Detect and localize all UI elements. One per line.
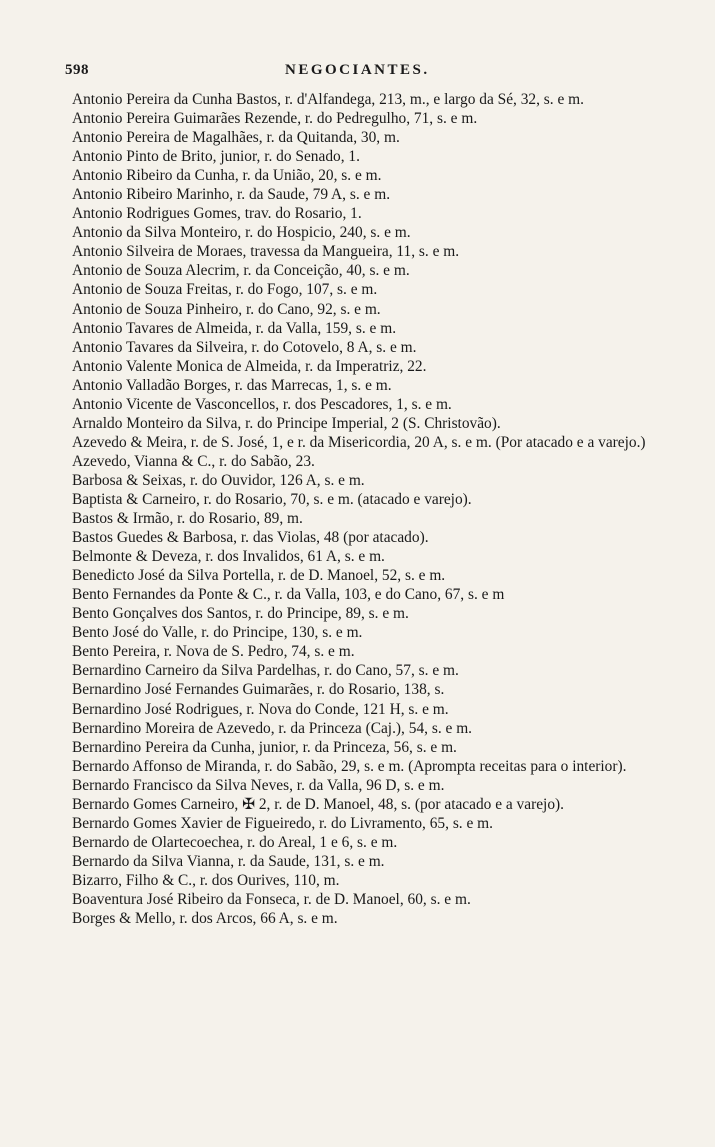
list-item: Antonio Tavares da Silveira, r. do Cotovelo, 8 A, s. e m.	[72, 338, 417, 356]
list-item: Bernardo Francisco da Silva Neves, r. da Valla, 96 D, s. e m.	[72, 776, 445, 794]
list-item: Boaventura José Ribeiro da Fonseca, r. de D. Manoel, 60, s. e m.	[72, 890, 471, 908]
list-item: Antonio de Souza Pinheiro, r. do Cano, 92, s. e m.	[72, 300, 381, 318]
list-item: Bernardino Pereira da Cunha, junior, r. da Princeza, 56, s. e m.	[72, 738, 457, 756]
list-item: Barbosa & Seixas, r. do Ouvidor, 126 A, s. e m.	[72, 471, 365, 489]
list-item: Arnaldo Monteiro da Silva, r. do Principe Imperial, 2 (S. Christovão).	[72, 414, 501, 432]
list-item: Azevedo & Meira, r. de S. José, 1, e r. da Misericordia, 20 A, s. e m. (Por atacado e a varejo.)	[72, 433, 646, 451]
list-item: Antonio Ribeiro da Cunha, r. da União, 20, s. e m.	[72, 167, 382, 185]
list-item: Bernardo de Olartecoechea, r. do Areal, 1 e 6, s. e m.	[72, 833, 398, 851]
list-item: Antonio Tavares de Almeida, r. da Valla, 159, s. e m.	[72, 319, 397, 337]
list-item: Antonio da Silva Monteiro, r. do Hospicio, 240, s. e m.	[72, 224, 411, 242]
list-item: Antonio de Souza Freitas, r. do Fogo, 107, s. e m.	[72, 281, 378, 299]
list-item: Azevedo, Vianna & C., r. do Sabão, 23.	[72, 452, 315, 470]
list-item: Antonio Pereira Guimarães Rezende, r. do Pedregulho, 71, s. e m.	[72, 110, 478, 128]
list-item: Bernardo Gomes Carneiro, ✠ 2, r. de D. Manoel, 48, s. (por atacado e a varejo).	[72, 795, 564, 813]
list-item: Antonio Pereira de Magalhães, r. da Quitanda, 30, m.	[72, 129, 400, 147]
list-item: Antonio Pinto de Brito, junior, r. do Senado, 1.	[72, 148, 360, 166]
list-item: Antonio Vicente de Vasconcellos, r. dos Pescadores, 1, s. e m.	[72, 395, 452, 413]
list-item: Benedicto José da Silva Portella, r. de D. Manoel, 52, s. e m.	[72, 567, 446, 585]
list-item: Antonio Ribeiro Marinho, r. da Saude, 79 A, s. e m.	[72, 186, 391, 204]
list-item: Antonio Valente Monica de Almeida, r. da Imperatriz, 22.	[72, 357, 427, 375]
list-item: Bernardino José Rodrigues, r. Nova do Conde, 121 H, s. e m.	[72, 700, 449, 718]
list-item: Baptista & Carneiro, r. do Rosario, 70, s. e m. (atacado e varejo).	[72, 490, 472, 508]
list-item: Bento José do Valle, r. do Principe, 130, s. e m.	[72, 624, 363, 642]
list-item: Belmonte & Deveza, r. dos Invalidos, 61 A, s. e m.	[72, 548, 385, 566]
list-item: Bastos Guedes & Barbosa, r. das Violas, 48 (por atacado).	[72, 529, 429, 547]
list-item: Bernardino José Fernandes Guimarães, r. do Rosario, 138, s.	[72, 681, 445, 699]
page-number: 598	[65, 62, 89, 78]
list-item: Antonio de Souza Alecrim, r. da Conceição, 40, s. e m.	[72, 262, 410, 280]
list-item: Bernardo Gomes Xavier de Figueiredo, r. do Livramento, 65, s. e m.	[72, 814, 494, 832]
running-head-title: NEGOCIANTES.	[285, 62, 430, 78]
list-item: Bizarro, Filho & C., r. dos Ourives, 110, m.	[72, 871, 340, 889]
list-item: Borges & Mello, r. dos Arcos, 66 A, s. e m.	[72, 910, 338, 928]
list-item: Antonio Rodrigues Gomes, trav. do Rosario, 1.	[72, 205, 362, 223]
list-item: Antonio Pereira da Cunha Bastos, r. d'Alfandega, 213, m., e largo da Sé, 32, s. e m.	[72, 91, 584, 108]
list-item: Bento Gonçalves dos Santos, r. do Principe, 89, s. e m.	[72, 605, 409, 623]
merchant-list	[72, 90, 657, 928]
page-header	[65, 62, 655, 84]
list-item: Antonio Silveira de Moraes, travessa da Mangueira, 11, s. e m.	[72, 243, 460, 261]
list-item: Bernardo Affonso de Miranda, r. do Sabão, 29, s. e m. (Apromptа receitas para o interior).	[72, 757, 627, 775]
list-item: Bastos & Irmão, r. do Rosario, 89, m.	[72, 510, 303, 528]
list-item: Bernardo da Silva Vianna, r. da Saude, 131, s. e m.	[72, 852, 385, 870]
list-item: Bernardino Carneiro da Silva Pardelhas, r. do Cano, 57, s. e m.	[72, 662, 459, 680]
list-item: Bento Fernandes da Ponte & C., r. da Valla, 103, e do Cano, 67, s. e m	[72, 586, 505, 604]
list-item: Bento Pereira, r. Nova de S. Pedro, 74, s. e m.	[72, 643, 355, 661]
list-item: Bernardino Moreira de Azevedo, r. da Princeza (Caj.), 54, s. e m.	[72, 719, 473, 737]
list-item: Antonio Valladão Borges, r. das Marrecas, 1, s. e m.	[72, 376, 392, 394]
